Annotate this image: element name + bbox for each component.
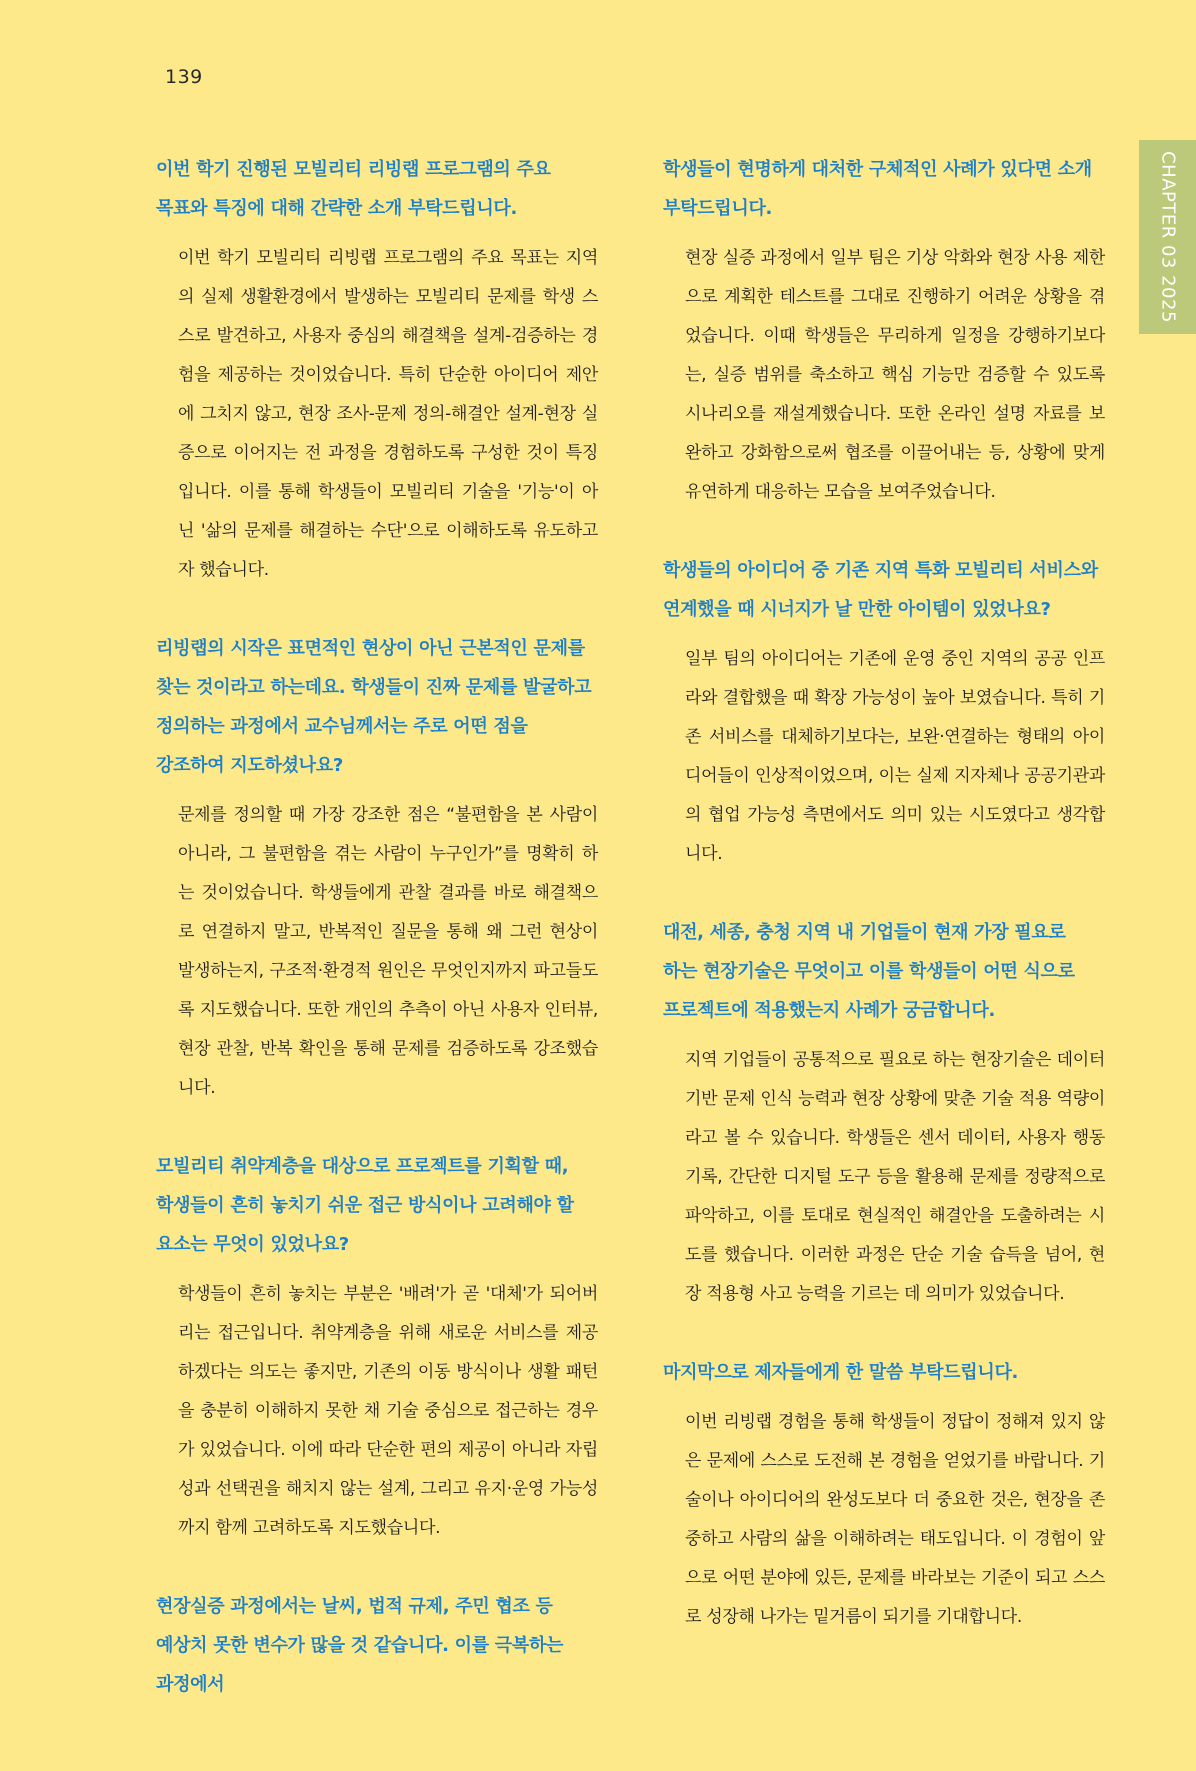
answer-paragraph: 이번 리빙랩 경험을 통해 학생들이 정답이 정해져 있지 않은 문제에 스스로 도전해 본 경험을 얻었기를 바랍니다. 기술이나 아이디어의 완성도보다 더 중요한 것은, 현장을 존중하고 사람의 삶을 이해하려는 태도입니다. 이 경험이 앞으로 어떤 분야에 있든, 문제를 바라보는 기준이 되고 스스로 성장해 나가는 밑거름이 되기를 기대합니다. [685, 1412, 1105, 1627]
question-heading: 대전, 세종, 충청 지역 내 기업들이 현재 가장 필요로 하는 현장기술은 무엇이고 이를 학생들이 어떤 식으로 프로젝트에 적용했는지 사례가 궁금합니다. [663, 922, 1075, 1021]
left-column [156, 150, 598, 1704]
question-heading: 모빌리티 취약계층을 대상으로 프로젝트를 기획할 때, 학생들이 흔히 놓치기 쉬운 접근 방식이나 고려해야 할 요소는 무엇이 있었나요? [156, 1156, 574, 1255]
page-number: 139 [165, 66, 203, 88]
chapter-tab [1139, 140, 1196, 334]
question-heading: 이번 학기 진행된 모빌리티 리빙랩 프로그램의 주요 목표와 특징에 대해 간략한 소개 부탁드립니다. [156, 159, 551, 219]
question-heading: 학생들이 현명하게 대처한 구체적인 사례가 있다면 소개 부탁드립니다. [663, 159, 1092, 219]
chapter-tab-label: CHAPTER 03 2025 [1157, 151, 1178, 323]
answer-paragraph: 일부 팀의 아이디어는 기존에 운영 중인 지역의 공공 인프라와 결합했을 때 확장 가능성이 높아 보였습니다. 특히 기존 서비스를 대체하기보다는, 보완·연결하는 형태의 아이디어들이 인상적이었으며, 이는 실제 지자체나 공공기관과의 협업 가능성 측면에서도 의미 있는 시도였다고 생각합니다. [685, 649, 1105, 864]
question-heading: 리빙랩의 시작은 표면적인 현상이 아닌 근본적인 문제를 찾는 것이라고 하는데요. 학생들이 진짜 문제를 발굴하고 정의하는 과정에서 교수님께서는 주로 어떤 점을 강조하여 지도하셨나요? [156, 638, 592, 776]
answer-paragraph: 문제를 정의할 때 가장 강조한 점은 “불편함을 본 사람이 아니라, 그 불편함을 겪는 사람이 누구인가”를 명확히 하는 것이었습니다. 학생들에게 관찰 결과를 바로 해결책으로 연결하지 말고, 반복적인 질문을 통해 왜 그런 현상이 발생하는지, 구조적·환경적 원인은 무엇인지까지 파고들도록 지도했습니다. 또한 개인의 추측이 아닌 사용자 인터뷰, 현장 관찰, 반복 확인을 통해 문제를 검증하도록 강조했습니다. [178, 805, 598, 1098]
answer-paragraph: 학생들이 흔히 놓치는 부분은 '배려'가 곧 '대체'가 되어버리는 접근입니다. 취약계층을 위해 새로운 서비스를 제공하겠다는 의도는 좋지만, 기존의 이동 방식이나 생활 패턴을 충분히 이해하지 못한 채 기술 중심으로 접근하는 경우가 있었습니다. 이에 따라 단순한 편의 제공이 아니라 자립성과 선택권을 해치지 않는 설계, 그리고 유지·운영 가능성까지 함께 고려하도록 지도했습니다. [178, 1284, 598, 1538]
answer-paragraph: 지역 기업들이 공통적으로 필요로 하는 현장기술은 데이터 기반 문제 인식 능력과 현장 상황에 맞춘 기술 적용 역량이라고 볼 수 있습니다. 학생들은 센서 데이터, 사용자 행동 기록, 간단한 디지털 도구 등을 활용해 문제를 정량적으로 파악하고, 이를 토대로 현실적인 해결안을 도출하려는 시도를 했습니다. 이러한 과정은 단순 기술 습득을 넘어, 현장 적용형 사고 능력을 기르는 데 의미가 있었습니다. [685, 1050, 1105, 1304]
question-heading: 학생들의 아이디어 중 기존 지역 특화 모빌리티 서비스와 연계했을 때 시너지가 날 만한 아이템이 있었나요? [663, 560, 1098, 620]
answer-paragraph: 현장 실증 과정에서 일부 팀은 기상 악화와 현장 사용 제한으로 계획한 테스트를 그대로 진행하기 어려운 상황을 겪었습니다. 이때 학생들은 무리하게 일정을 강행하기보다는, 실증 범위를 축소하고 핵심 기능만 검증할 수 있도록 시나리오를 재설계했습니다. 또한 온라인 설명 자료를 보완하고 강화함으로써 협조를 이끌어내는 등, 상황에 맞게 유연하게 대응하는 모습을 보여주었습니다. [685, 248, 1105, 502]
answer-paragraph: 이번 학기 모빌리티 리빙랩 프로그램의 주요 목표는 지역의 실제 생활환경에서 발생하는 모빌리티 문제를 학생 스스로 발견하고, 사용자 중심의 해결책을 설계-검증하는 경험을 제공하는 것이었습니다. 특히 단순한 아이디어 제안에 그치지 않고, 현장 조사-문제 정의-해결안 설계-현장 실증으로 이어지는 전 과정을 경험하도록 구성한 것이 특징입니다. 이를 통해 학생들이 모빌리티 기술을 '기능'이 아닌 '삶의 문제를 해결하는 수단'으로 이해하도록 유도하고자 했습니다. [178, 248, 598, 580]
question-heading: 현장실증 과정에서는 날씨, 법적 규제, 주민 협조 등 예상치 못한 변수가 많을 것 같습니다. 이를 극복하는 과정에서 [156, 1596, 564, 1695]
right-column [663, 150, 1105, 1676]
question-heading: 마지막으로 제자들에게 한 말씀 부탁드립니다. [663, 1362, 1019, 1383]
